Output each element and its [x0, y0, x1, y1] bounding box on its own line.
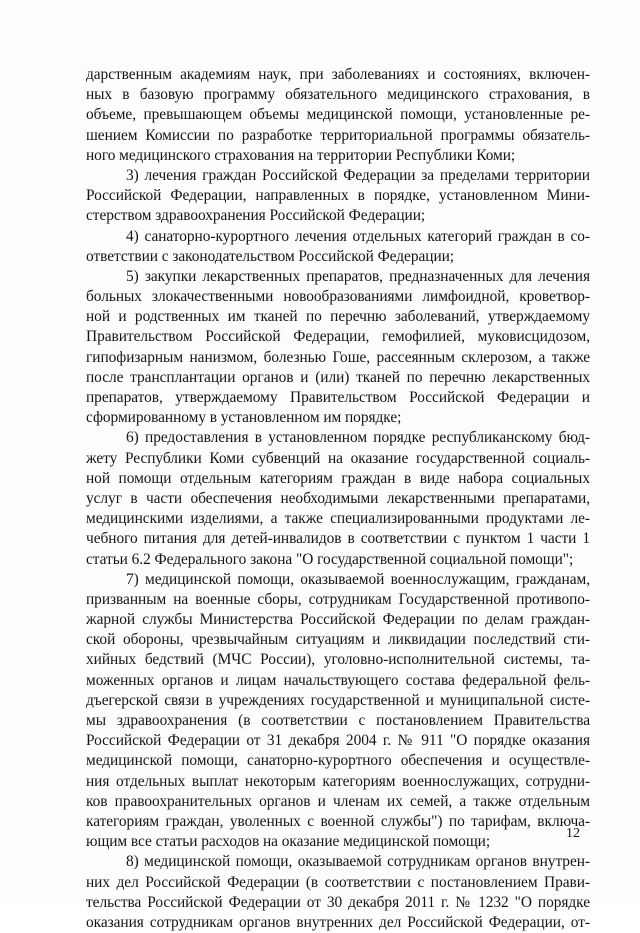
- text-line: медицинскими изделиями, а также специализированными продуктами ле-: [86, 510, 590, 528]
- text-line: ной и родственных им тканей по перечню заболеваний, утверждаемому: [86, 308, 590, 326]
- text-line: 4) санаторно-курортного лечения отдельных категорий граждан в со-: [126, 227, 590, 245]
- text-line: Российской Федерации, направленных в порядке, установленном Мини-: [86, 187, 590, 205]
- text-line: Российской Федерации от 31 декабря 2004 г. № 911 "О порядке оказания: [86, 732, 590, 750]
- text-line: хийных бедствий (МЧС России), уголовно-исполнительной системы, та-: [86, 651, 590, 669]
- text-line: призванным на военные сборы, сотрудникам Государственной противопо-: [86, 590, 590, 608]
- text-line: дъегерской связи в учреждениях государственной и муниципальной систе-: [86, 691, 590, 709]
- text-line: жарной службы Министерства Российской Федерации по делам граждан-: [86, 611, 590, 629]
- text-line: тельства Российской Федерации от 30 декабря 2011 г. № 1232 "О порядке: [86, 893, 590, 911]
- text-line: дарственным академиям наук, при заболеваниях и состояниях, включен-: [86, 66, 590, 83]
- text-line: объеме, превышающем объемы медицинской помощи, установленные ре-: [86, 106, 590, 124]
- text-line: гипофизарным нанизмом, болезнью Гоше, рассеянным склерозом, а также: [86, 348, 590, 366]
- text-line: статьи 6.2 Федерального закона "О государственной социальной помощи";: [86, 550, 574, 568]
- text-line: ответствии с законодательством Российской Федерации;: [86, 247, 455, 265]
- text-line: 7) медицинской помощи, оказываемой военнослужащим, гражданам,: [126, 570, 590, 588]
- text-line: 5) закупки лекарственных препаратов, предназначенных для лечения: [126, 267, 590, 285]
- text-line: них дел Российской Федерации (в соответствии с постановлением Прави-: [86, 873, 590, 891]
- text-line: шением Комиссии по разработке территориальной программы обязатель-: [86, 126, 590, 144]
- text-line: чебного питания для детей-инвалидов в соответствии с пунктом 1 части 1: [86, 530, 590, 548]
- text-line: мы здравоохранения (в соответствии с постановлением Правительства: [86, 712, 590, 729]
- text-line: препаратов, утверждаемому Правительством Российской Федерации и: [86, 389, 590, 406]
- text-line: Правительством Российской Федерации, гемофилией, муковисцидозом,: [86, 328, 590, 346]
- text-line: жету Республики Коми субвенций на оказание государственной социаль-: [86, 449, 590, 467]
- text-line: 3) лечения граждан Российской Федерации за пределами территории: [126, 166, 590, 184]
- text-line: ющим все статьи расходов на оказание медицинской помощи;: [86, 833, 491, 851]
- text-line: ных в базовую программу обязательного медицинского страхования, в: [86, 86, 590, 104]
- text-line: оказания сотрудникам органов внутренних дел Российской Федерации, от-: [86, 913, 590, 931]
- text-line: сформированному в установленном им порядке;: [86, 409, 402, 427]
- text-line: ной помощи отдельным категориям граждан в виде набора социальных: [86, 469, 590, 487]
- text-line: медицинской помощи, санаторно-курортного обеспечения и осуществле-: [86, 752, 590, 770]
- text-line: стерством здравоохранения Российской Федерации;: [86, 207, 426, 225]
- document-body: [86, 65, 590, 933]
- text-line: моженных органов и лицам начальствующего состава федеральной фель-: [86, 671, 590, 689]
- text-line: категориям граждан, уволенных с военной службы") по тарифам, включа-: [86, 812, 590, 830]
- text-line: ской обороны, чрезвычайным ситуациям и ликвидации последствий сти-: [86, 631, 590, 649]
- page-number: 12: [566, 826, 580, 841]
- text-line: больных злокачественными новообразованиями лимфоидной, кроветвор-: [86, 288, 590, 306]
- text-line: ния отдельных выплат некоторым категориям военнослужащих, сотрудни-: [86, 772, 590, 790]
- text-line: 6) предоставления в установленном порядке республиканскому бюд-: [126, 429, 590, 447]
- text-line: ного медицинского страхования на территории Республики Коми;: [86, 146, 516, 164]
- text-line: ков правоохранительных органов и членам их семей, а также отдельным: [86, 792, 590, 810]
- text-line: после трансплантации органов и (или) тканей по перечню лекарственных: [86, 368, 590, 386]
- text-line: 8) медицинской помощи, оказываемой сотрудникам органов внутрен-: [126, 853, 590, 871]
- text-line: услуг в части обеспечения необходимыми лекарственными препаратами,: [86, 489, 590, 507]
